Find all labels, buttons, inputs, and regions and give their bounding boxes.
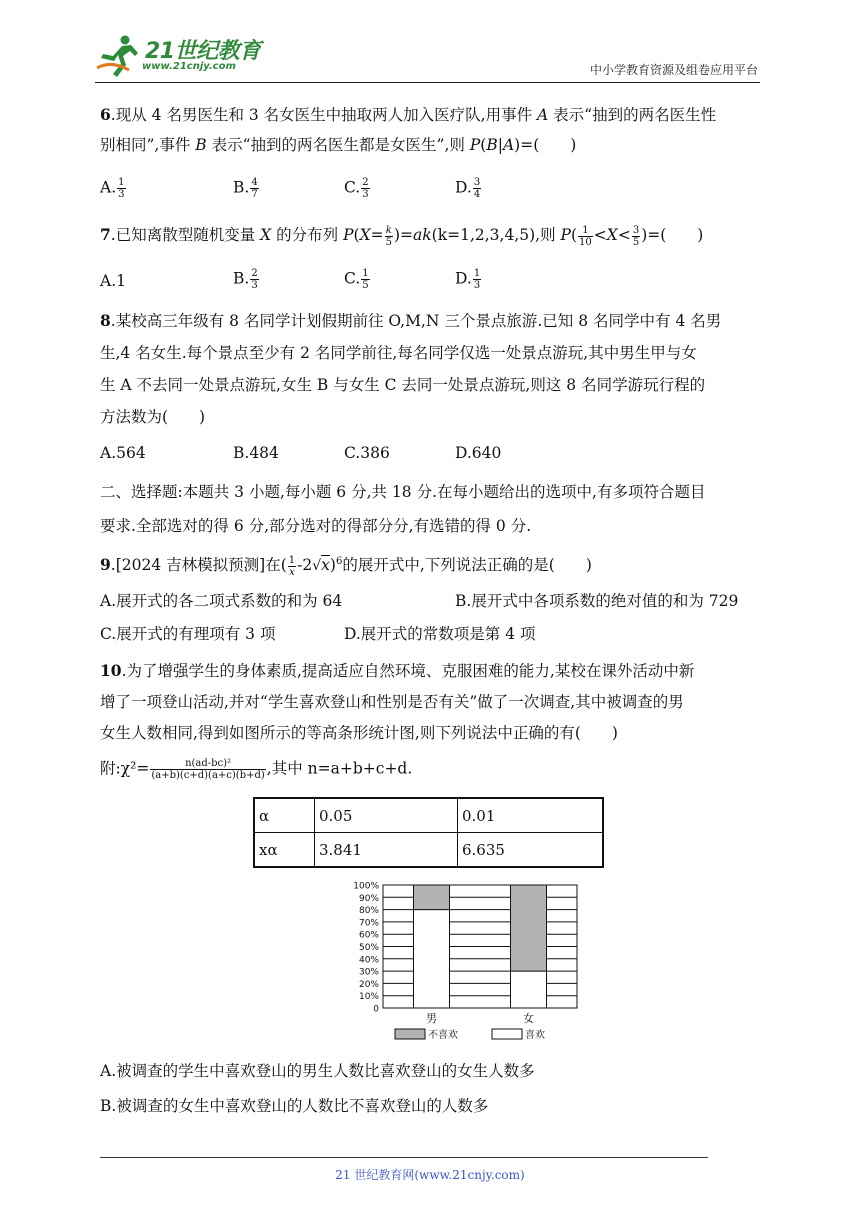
critical-value-table — [253, 797, 604, 868]
y-tick-label: 0 — [373, 1004, 379, 1015]
footer-text: 21 世纪教育网(www.21cnjy.com) — [335, 1168, 525, 1182]
question-number: 7 — [100, 225, 111, 244]
q7-option-d[interactable]: D. $\frac{1}{3}$ — [455, 268, 481, 291]
table-row — [254, 833, 603, 868]
bar-segment — [511, 971, 547, 1008]
question-number: 10 — [100, 661, 122, 680]
q6-text: .现从 4 名男医生和 3 名女医生中抽取两人加入医疗队,用事件 — [110, 106, 538, 124]
legend-swatch — [395, 1029, 425, 1039]
legend-label: 喜欢 — [525, 1030, 545, 1041]
q8-option-b[interactable]: B.484 — [233, 444, 279, 462]
y-tick-label: 20% — [358, 979, 379, 990]
q7-text: 的分布列 — [271, 226, 344, 244]
q10-option-a[interactable]: A.被调查的学生中喜欢登山的男生人数比喜欢登山的女生人数多 — [100, 1062, 535, 1080]
question-10: 10.为了增强学生的身体素质,提高适应自然环境、克服困难的能力,某校在课外活动中新 增了一项登山活动,并对“学生喜欢登山和性别是否有关”做了一次调查,其中被调查的男 女生人数相同,得到如图所示的等高条形统计图,则下列说法中正确的有( ) — [100, 661, 695, 742]
y-tick-label: 50% — [358, 943, 379, 953]
table-cell: 3.841 — [315, 833, 458, 868]
header-platform-text: 中小学教育资源及组卷应用平台 — [589, 63, 758, 77]
question-number: 8 — [100, 311, 111, 330]
stacked-bar-chart — [345, 877, 585, 1042]
q7-text: (k=1,2,3,4,5),则 — [431, 226, 561, 244]
q9-option-a[interactable]: A.展开式的各二项式系数的和为 64 — [100, 592, 343, 610]
legend-swatch — [492, 1029, 522, 1039]
logo-url: www.21cnjy.com — [142, 61, 236, 72]
question-8: 8.某校高三年级有 8 名同学计划假期前往 O,M,N 三个景点旅游.已知 8 名同学中有 4 名男 生,4 名女生.每个景点至少有 2 名同学前往,每名同学仅选一处景点游玩,其中男生甲与女 生 A 不去同一处景点游玩,女生 B 与女生 C 去同一处景点游玩,则这 8 名同学游玩行程的 方法数为( ) — [100, 311, 722, 426]
y-tick-label: 90% — [358, 893, 379, 904]
q9-option-b[interactable]: B.展开式中各项系数的绝对值的和为 729 — [455, 592, 739, 610]
legend-label: 不喜欢 — [428, 1030, 458, 1041]
table-cell: 0.05 — [315, 798, 458, 833]
section-2-instructions: 二、选择题:本题共 3 小题,每小题 6 分,共 18 分.在每小题给出的选项中,有多项符合题目 要求.全部选对的得 6 分,部分选对的得部分分,有选错的得 0 分. — [100, 483, 706, 535]
q6-option-a[interactable]: A. $\frac{1}{3}$ — [100, 177, 125, 200]
y-tick-label: 80% — [358, 906, 379, 917]
question-7: 7.已知离散型随机变量 X 的分布列 P(X= $\frac{k}{5}$ )=ak(k=1,2,3,4,5),则 P( $\frac{1}{10}$ <X< $\frac{3}{5}$ )=( ) — [100, 224, 704, 248]
bar-segment — [414, 885, 450, 910]
table-cell: α — [254, 798, 315, 833]
y-tick-label: 100% — [353, 881, 379, 892]
page-header — [95, 30, 760, 83]
table-cell: xα — [254, 833, 315, 868]
q7-option-a[interactable]: A.1 — [100, 272, 126, 290]
question-number: 6 — [100, 105, 111, 124]
q6-text: 表示“抽到的两名医生都是女医生”,则 — [206, 136, 470, 154]
q8-option-d[interactable]: D.640 — [455, 444, 502, 462]
q10-option-b[interactable]: B.被调查的女生中喜欢登山的人数比不喜欢登山的人数多 — [100, 1097, 489, 1115]
q6-text: 别相同”,事件 — [100, 136, 196, 154]
y-tick-label: 70% — [358, 918, 379, 929]
footer-divider — [100, 1157, 708, 1158]
y-tick-label: 60% — [358, 930, 379, 941]
q6-text: =( ) — [520, 136, 577, 154]
y-tick-label: 30% — [358, 967, 379, 978]
q7-option-c[interactable]: C. $\frac{1}{5}$ — [344, 268, 369, 291]
q6-option-c[interactable]: C. $\frac{2}{3}$ — [344, 177, 369, 200]
q6-option-b[interactable]: B. $\frac{4}{7}$ — [233, 177, 258, 200]
q6-text: 表示“抽到的两名医生性 — [548, 106, 717, 124]
question-number: 9 — [100, 555, 111, 575]
table-cell: 6.635 — [458, 833, 604, 868]
table-cell: 0.01 — [458, 798, 604, 833]
y-tick-label: 10% — [358, 992, 379, 1003]
question-6: 6.现从 4 名男医生和 3 名女医生中抽取两人加入医疗队,用事件 A 表示“抽到的两名医生性 别相同”,事件 B 表示“抽到的两名医生都是女医生”,则 P(B|A)=( ) — [100, 105, 717, 154]
q8-option-a[interactable]: A.564 — [100, 444, 146, 462]
question-9: 9.[2024 吉林模拟预测]在( $\frac{1}{x}$ -2√x)$^6$的展开式中,下列说法正确的是( ) — [100, 554, 592, 578]
q9-option-d[interactable]: D.展开式的常数项是第 4 项 — [344, 625, 536, 643]
x-category-label: 女 — [523, 1012, 534, 1025]
q7-text: .已知离散型随机变量 — [110, 226, 261, 244]
y-tick-label: 40% — [358, 955, 379, 966]
bar-segment — [511, 885, 547, 971]
q7-text: =( ) — [647, 226, 704, 244]
x-category-label: 男 — [426, 1012, 437, 1025]
table-row — [254, 798, 603, 833]
runner-icon — [95, 34, 141, 78]
q7-option-b[interactable]: B. $\frac{2}{3}$ — [233, 268, 258, 291]
logo-text: 21世纪教育 — [145, 39, 261, 64]
bar-segment — [414, 910, 450, 1008]
q6-option-d[interactable]: D. $\frac{3}{4}$ — [455, 177, 481, 200]
q9-option-c[interactable]: C.展开式的有理项有 3 项 — [100, 625, 276, 643]
q8-option-c[interactable]: C.386 — [344, 444, 390, 462]
site-logo — [95, 34, 265, 78]
chi-square-formula: 附:χ²= $\frac{\text{n(ad-bc)²}}{(a+b)(c+d)(a+c)(b+d)}$ ,其中 n=a+b+c+d. — [100, 758, 413, 781]
